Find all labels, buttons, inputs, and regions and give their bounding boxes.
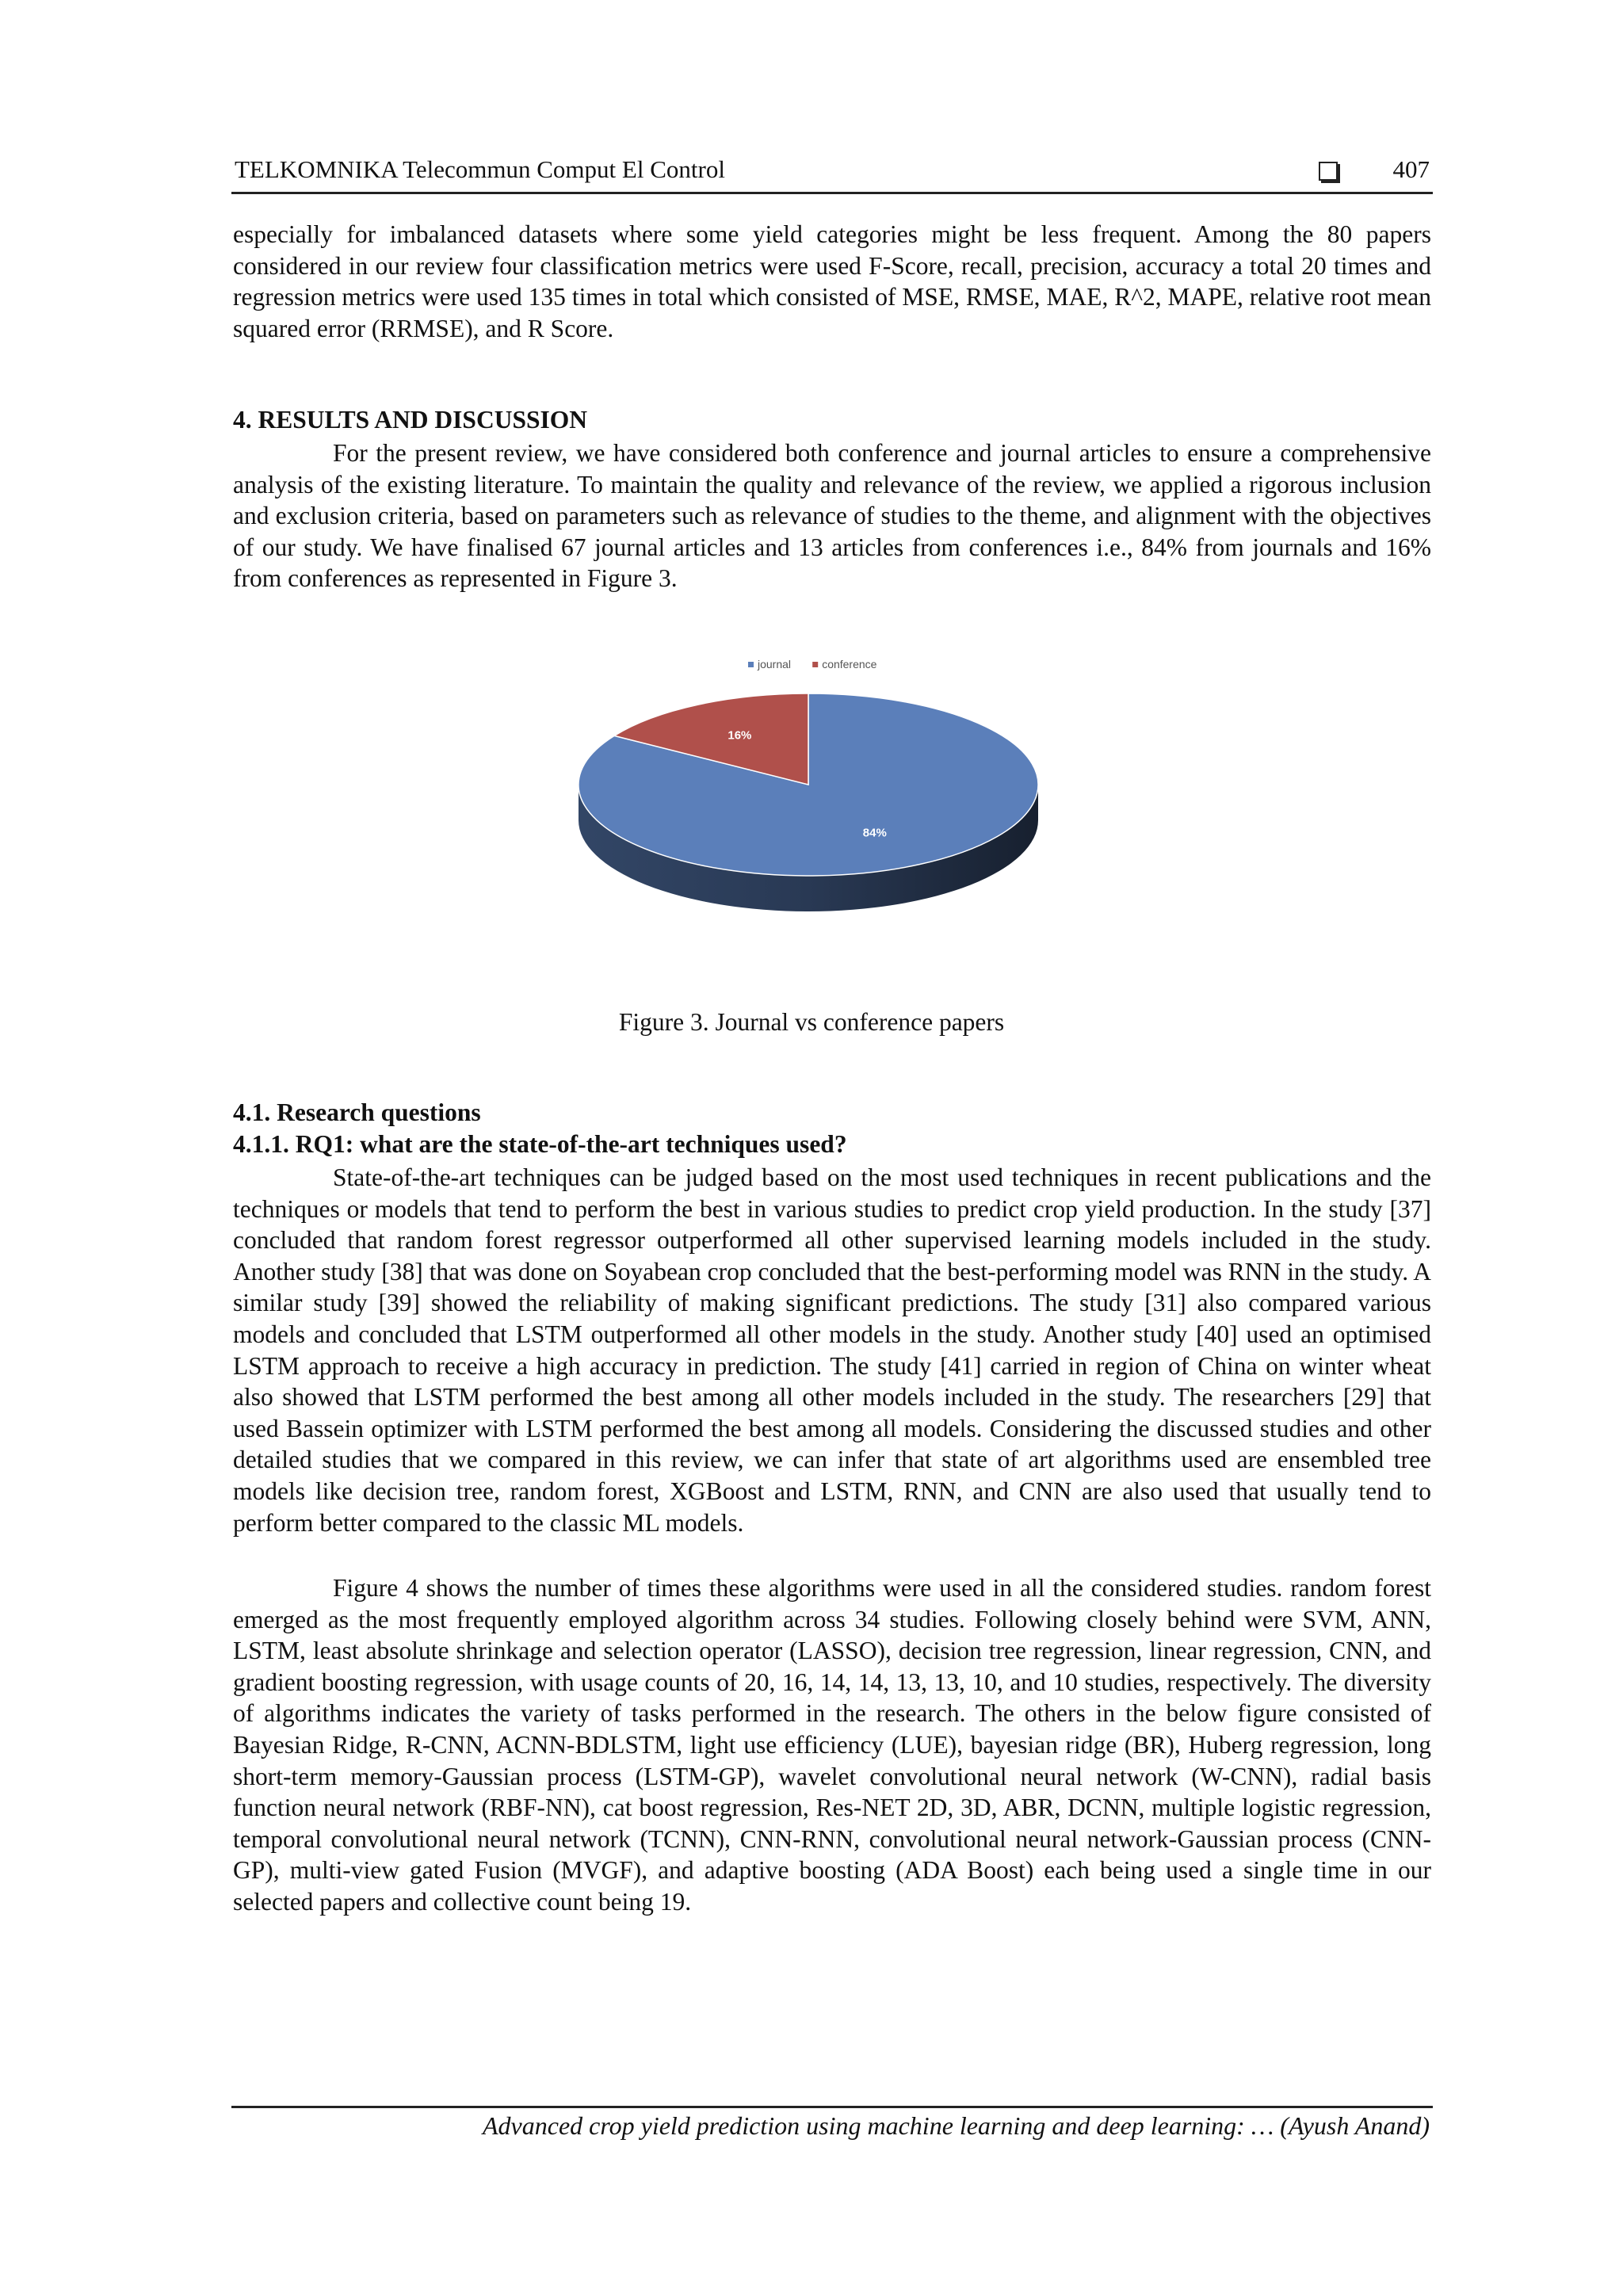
section-heading-results: 4. RESULTS AND DISCUSSION: [233, 406, 587, 434]
checkbox-square-icon: [1319, 162, 1338, 181]
page-number: 407: [1392, 155, 1430, 183]
paragraph-state-of-the-art: State-of-the-art techniques can be judged based on the most used techniques in recent publications and the techniques or models that tend to perform the best in various studies to predict crop yield production. In the study [37] concluded that random forest regressor outperformed all other supervised learning models included in the study. Another study [38] that was done on Soyabean crop concluded that the best-performing model was RNN in the study. A similar study [39] showed the reliability of making significant predictions. The study [31] also compared various models and concluded that LSTM outperformed all other models in the study. Another study [40] used an optimised LSTM approach to receive a high accuracy in prediction. The study [41] carried in region of China on winter wheat also showed that LSTM performed the best among all other models included in the study. The researchers [29] that used Bassein optimizer with LSTM performed the best among all models. Considering the discussed studies and other detailed studies that we compared in this review, we can infer that state of art algorithms used are ensembled tree models like decision tree, random forest, XGBoost and LSTM, RNN, and CNN are also used that usually tend to perform better compared to the classic ML models.: [233, 1163, 1431, 1537]
chart-legend: [748, 658, 877, 670]
paragraph-metrics: especially for imbalanced datasets where some yield categories might be less frequent. Among the 80 papers considered in our review four classification metrics were used F-Score, recall, precision, accuracy a total 20 times and regression metrics were used 135 times in total which consisted of MSE, RMSE, MAE, R^2, MAPE, relative root mean squared error (RRMSE), and R Score.: [233, 220, 1431, 342]
footer-title: Advanced crop yield prediction using machine learning and deep learning: … (Ayush Anand): [482, 2111, 1430, 2140]
paragraph-algorithm-counts: Figure 4 shows the number of times these algorithms were used in all the considered studies. random forest emerged as the most frequently employed algorithm across 34 studies. Following closely behind were SVM, ANN, LSTM, least absolute shrinkage and selection operator (LASSO), decision tree regression, linear regression, CNN, and gradient boosting regression, with usage counts of 20, 16, 14, 14, 13, 13, 10, and 10 studies, respectively. The diversity of algorithms indicates the variety of tasks performed in the research. The others in the below figure consisted of Bayesian Ridge, R-CNN, ACNN-BDLSTM, light use efficiency (LUE), bayesian ridge (BR), Huberg regression, long short-term memory-Gaussian process (LSTM-GP), wavelet convolutional neural network (W-CNN), radial basis function neural network (RBF-NN), cat boost regression, Res-NET 2D, 3D, ABR, DCNN, multiple logistic regression, temporal convolutional neural network (TCNN), CNN-RNN, convolutional neural network-Gaussian process (CNN-GP), multi-view gated Fusion (MVGF), and adaptive boosting (ADA Boost) each being used a single time in our selected papers and collective count being 19.: [233, 1574, 1431, 1916]
pie-chart: [579, 693, 1038, 911]
legend-label-journal: journal: [758, 658, 792, 670]
legend-label-conference: conference: [822, 658, 877, 670]
paragraph-review-scope: For the present review, we have considered both conference and journal articles to ensure a comprehensive analysis of the existing literature. To maintain the quality and relevance of the review, we applied a rigorous inclusion and exclusion criteria, based on parameters such as relevance of studies to the theme, and alignment with the objectives of our study. We have finalised 67 journal articles and 13 articles from conferences i.e., 84% from journals and 16% from conferences as represented in Figure 3.: [233, 439, 1431, 593]
legend-swatch-conference: [812, 662, 818, 667]
subsubsection-heading-rq1: 4.1.1. RQ1: what are the state-of-the-art techniques used?: [233, 1130, 847, 1158]
subsection-heading-research-questions: 4.1. Research questions: [233, 1098, 481, 1126]
journal-name: TELKOMNIKA Telecommun Comput El Control: [235, 155, 725, 183]
running-header: [231, 155, 1433, 194]
pie-label-conference: 16%: [727, 728, 752, 743]
running-footer: [231, 2106, 1433, 2140]
legend-swatch-journal: [748, 662, 754, 667]
pie-label-journal: 84%: [862, 826, 887, 840]
pie-chart-figure: [571, 650, 1078, 983]
figure-caption: Figure 3. Journal vs conference papers: [618, 1008, 1005, 1036]
